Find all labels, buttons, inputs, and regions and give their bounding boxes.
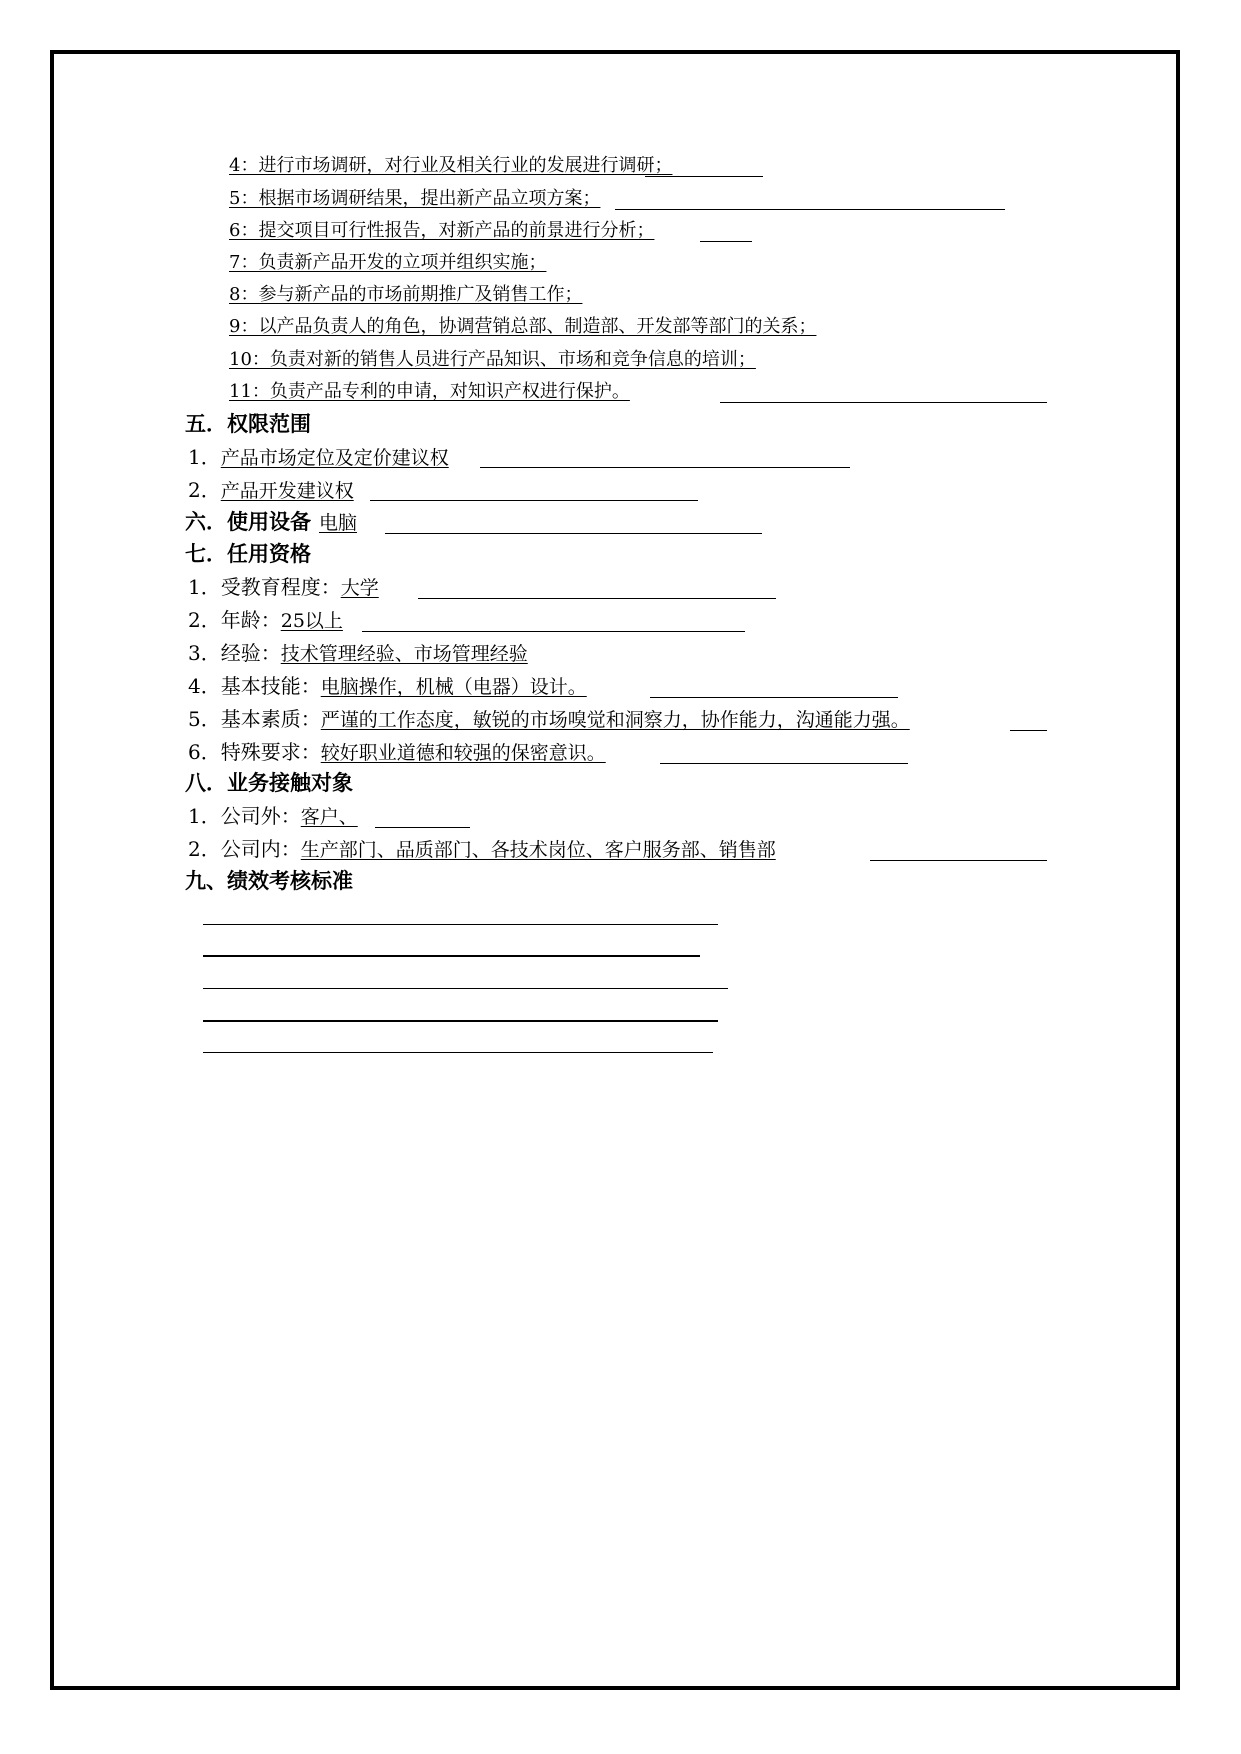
performance-blank-line-2 — [203, 955, 700, 957]
performance-blank-line-3 — [203, 988, 728, 989]
authority-underline-1 — [480, 467, 850, 468]
duty-underline-4 — [645, 176, 763, 177]
section-heading-contacts: 八．业务接触对象 — [185, 771, 353, 795]
performance-blank-line-4 — [203, 1020, 718, 1022]
contact-internal — [188, 835, 776, 864]
item-number: 6． — [188, 740, 221, 764]
qualification-experience — [188, 639, 528, 668]
section-heading-authority: 五．权限范围 — [185, 412, 311, 436]
item-label: 受教育程度： — [220, 575, 341, 599]
item-value: 25以上 — [280, 610, 343, 632]
item-label: 公司内： — [220, 837, 301, 861]
item-value: 产品开发建议权 — [220, 480, 354, 502]
special-underline — [660, 763, 908, 764]
duty-item-6: 6：提交项目可行性报告，对新产品的前景进行分析； — [229, 220, 655, 241]
item-value: 客户、 — [300, 806, 358, 828]
item-number: 1． — [188, 575, 221, 599]
duty-item-4: 4：进行市场调研，对行业及相关行业的发展进行调研； — [229, 155, 673, 176]
qualities-underline — [1010, 730, 1047, 731]
item-value: 严谨的工作态度，敏锐的市场嗅觉和洞察力，协作能力，沟通能力强。 — [320, 709, 910, 731]
item-value: 较好职业道德和较强的保密意识。 — [320, 742, 606, 764]
item-value: 电脑操作，机械（电器）设计。 — [320, 676, 587, 698]
duty-item-7: 7：负责新产品开发的立项并组织实施； — [229, 252, 547, 273]
section-heading-performance: 九、绩效考核标准 — [185, 869, 353, 893]
duty-item-5: 5：根据市场调研结果，提出新产品立项方案； — [229, 188, 601, 209]
section-heading-qualifications: 七．任用资格 — [185, 542, 311, 566]
age-underline — [362, 631, 745, 632]
item-label: 基本技能： — [220, 674, 321, 698]
equipment-underline — [385, 533, 762, 534]
authority-underline-2 — [370, 500, 698, 501]
section-heading-equipment: 六．使用设备 — [185, 510, 311, 534]
external-underline — [375, 827, 470, 828]
item-label: 特殊要求： — [220, 740, 321, 764]
item-number: 5． — [188, 707, 221, 731]
authority-item-2 — [188, 476, 354, 505]
qualification-age — [188, 606, 343, 635]
authority-item-1 — [188, 443, 449, 472]
contact-external — [188, 802, 358, 831]
item-label: 年龄： — [220, 608, 281, 632]
internal-underline — [870, 860, 1047, 861]
item-number: 4． — [188, 674, 221, 698]
duty-item-11: 11：负责产品专利的申请，对知识产权进行保护。 — [229, 381, 630, 402]
item-number: 1． — [188, 445, 221, 469]
duty-item-9: 9：以产品负责人的角色，协调营销总部、制造部、开发部等部门的关系； — [229, 316, 817, 337]
item-number: 2． — [188, 837, 221, 861]
item-label: 公司外： — [220, 804, 301, 828]
item-value: 生产部门、品质部门、各技术岗位、客户服务部、销售部 — [300, 839, 776, 861]
education-underline — [418, 598, 776, 599]
duty-underline-6 — [700, 241, 752, 242]
performance-blank-line-1 — [203, 924, 718, 925]
item-label: 经验： — [220, 641, 281, 665]
qualification-qualities — [188, 705, 910, 734]
item-number: 3． — [188, 641, 221, 665]
qualification-education — [188, 573, 379, 602]
item-value: 产品市场定位及定价建议权 — [220, 447, 449, 469]
duty-underline-5 — [615, 209, 1005, 210]
qualification-skills — [188, 672, 587, 701]
qualification-special — [188, 738, 606, 767]
equipment-row — [185, 508, 357, 537]
skills-underline — [650, 697, 898, 698]
equipment-value: 电脑 — [319, 512, 358, 534]
item-value: 技术管理经验、市场管理经验 — [280, 643, 528, 665]
item-value: 大学 — [340, 577, 379, 599]
performance-blank-line-5 — [203, 1052, 713, 1053]
duty-item-8: 8：参与新产品的市场前期推广及销售工作； — [229, 284, 583, 305]
item-number: 2． — [188, 608, 221, 632]
item-label: 基本素质： — [220, 707, 321, 731]
item-number: 1． — [188, 804, 221, 828]
item-number: 2． — [188, 478, 221, 502]
duty-underline-11 — [720, 402, 1047, 403]
duty-item-10: 10：负责对新的销售人员进行产品知识、市场和竞争信息的培训； — [229, 349, 756, 370]
